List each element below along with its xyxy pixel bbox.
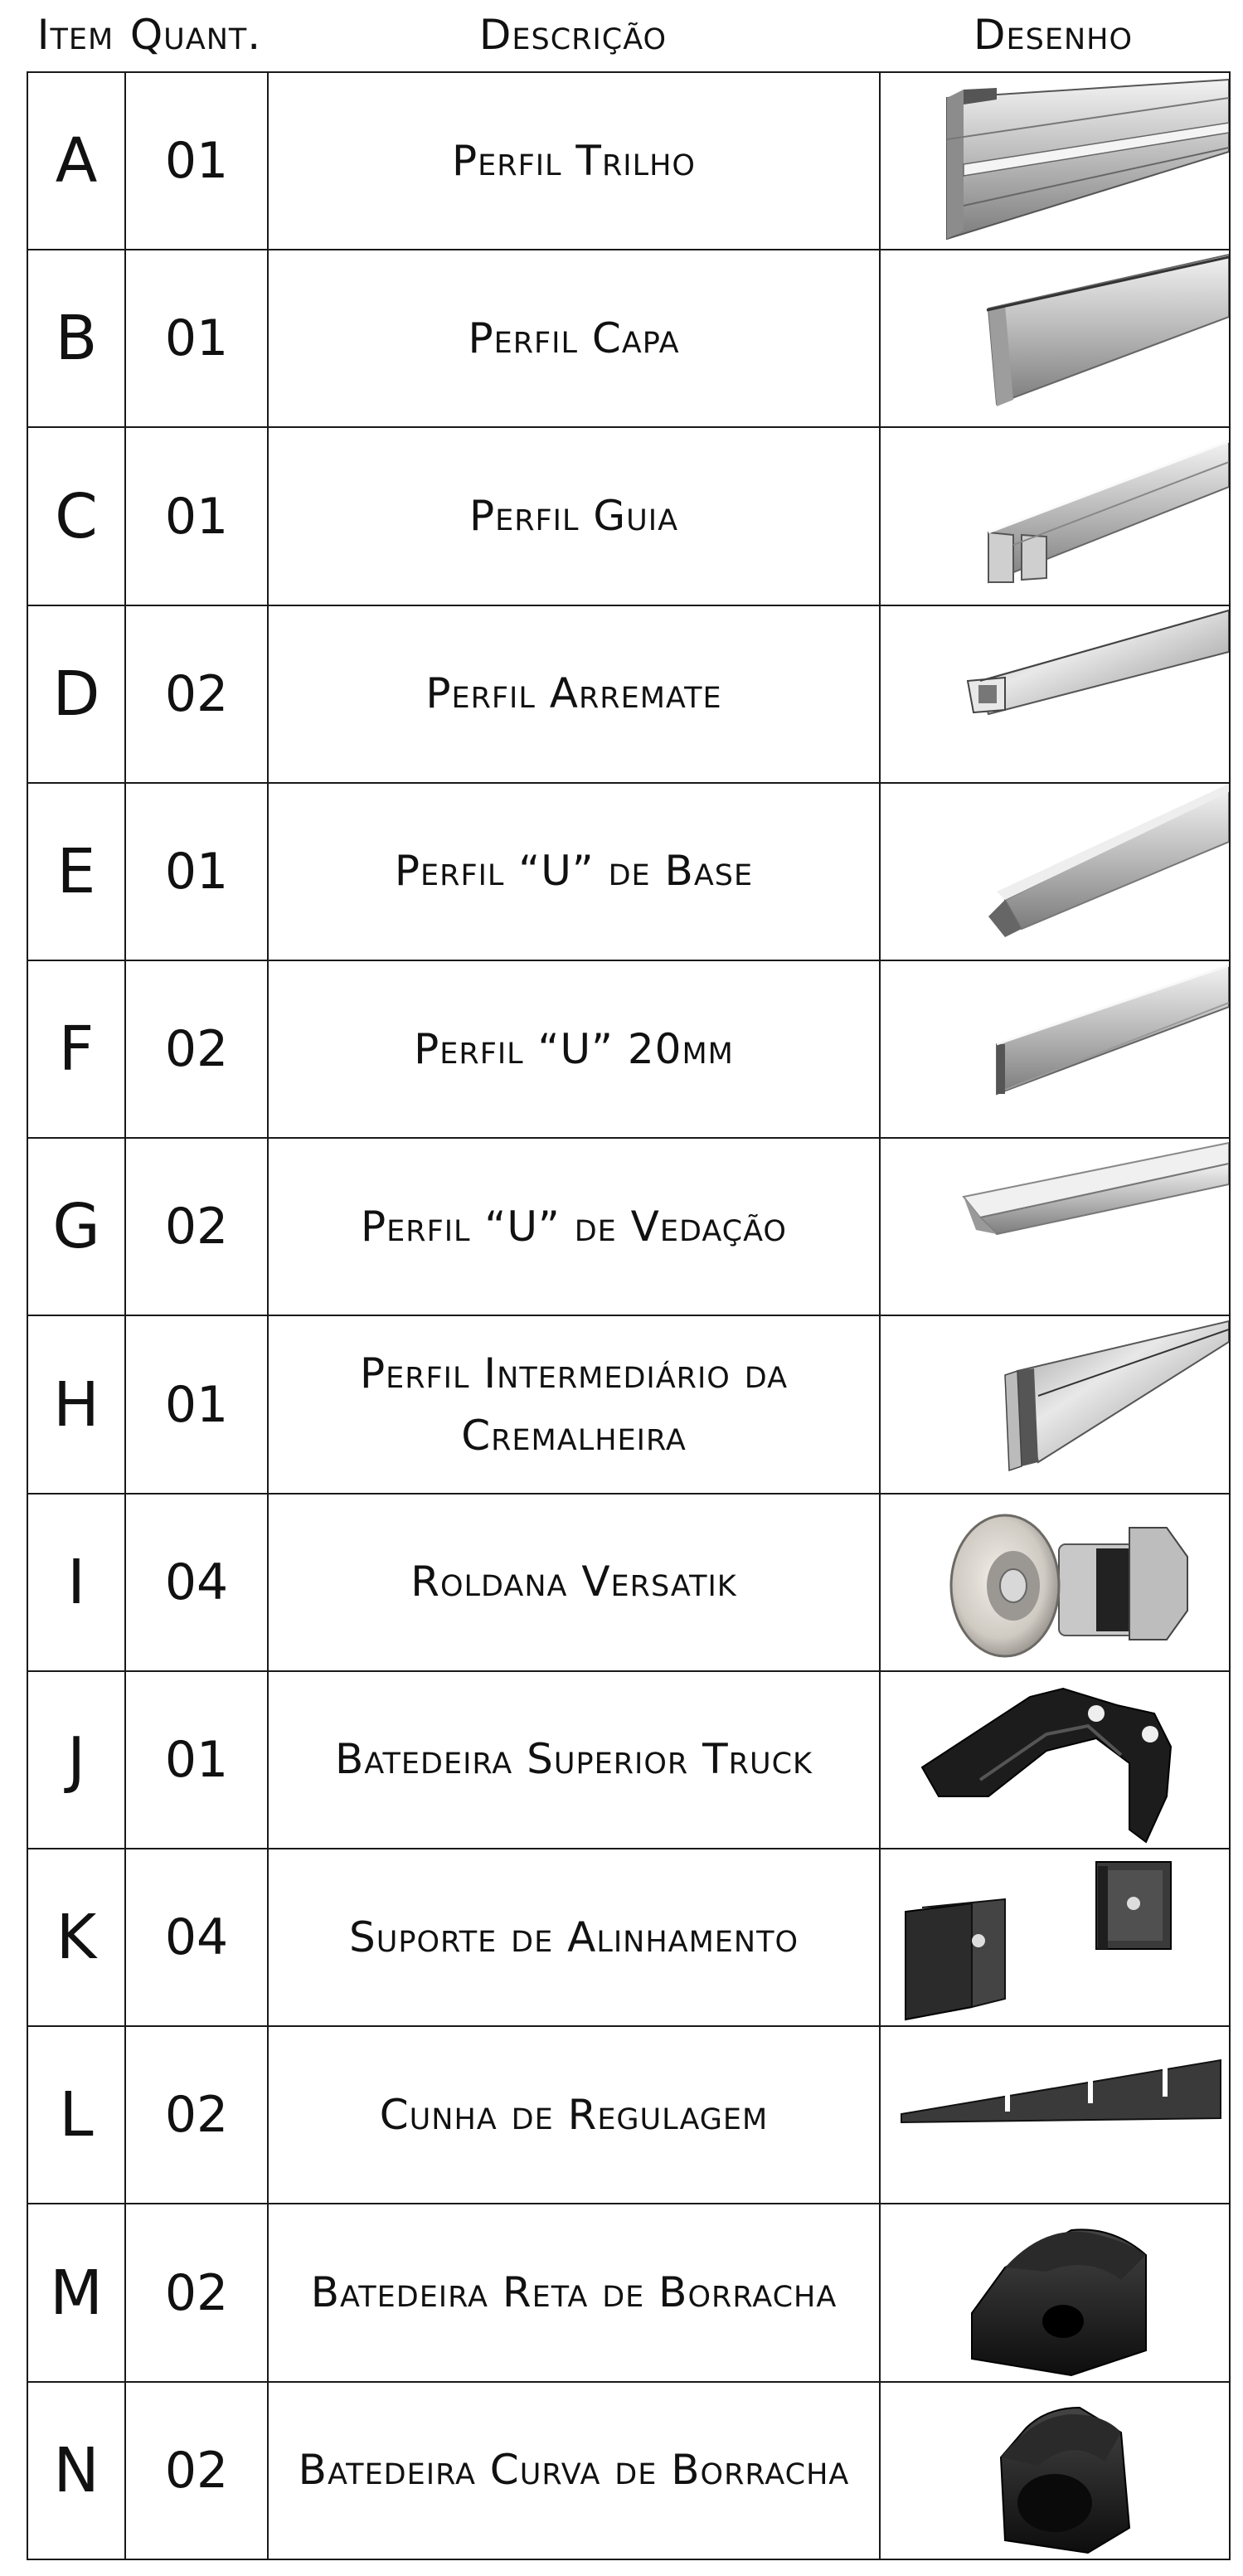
upper-stopper-icon bbox=[881, 1672, 1229, 1848]
description-cell bbox=[268, 2026, 880, 2204]
quantity-cell: 01 bbox=[125, 783, 268, 960]
item-letter: K bbox=[27, 1849, 125, 2026]
item-letter: I bbox=[27, 1494, 125, 1671]
quantity-cell: 02 bbox=[125, 1138, 268, 1315]
item-letter: J bbox=[27, 1671, 125, 1849]
description-cell bbox=[268, 2204, 880, 2381]
header-drawing: Desenho bbox=[974, 11, 1133, 59]
description-cell bbox=[268, 250, 880, 427]
description-text: Batedeira Curva de Borracha bbox=[298, 2446, 850, 2495]
description-cell bbox=[268, 1315, 880, 1493]
table-row bbox=[27, 783, 1230, 960]
drawing-cell bbox=[880, 1494, 1230, 1671]
rack-intermediate-profile-icon bbox=[881, 1317, 1229, 1493]
alignment-bracket-icon bbox=[881, 1849, 1229, 2025]
description-cell bbox=[268, 2382, 880, 2559]
quantity-cell: 01 bbox=[125, 72, 268, 250]
item-letter: B bbox=[27, 250, 125, 427]
description-cell bbox=[268, 1671, 880, 1849]
description-text: Suporte de Alinhamento bbox=[348, 1913, 799, 1961]
table-row bbox=[27, 250, 1230, 427]
drawing-cell bbox=[880, 960, 1230, 1138]
trim-profile-icon bbox=[881, 606, 1229, 782]
description-text: Perfil Capa bbox=[468, 313, 680, 362]
table-row bbox=[27, 1138, 1230, 1315]
quantity-cell: 02 bbox=[125, 605, 268, 783]
item-letter: M bbox=[27, 2204, 125, 2381]
drawing-cell bbox=[880, 1315, 1230, 1493]
description-cell bbox=[268, 1138, 880, 1315]
guide-profile-icon bbox=[881, 429, 1229, 605]
description-text: Batedeira Reta de Borracha bbox=[310, 2268, 838, 2317]
drawing-cell bbox=[880, 72, 1230, 250]
table-row bbox=[27, 1849, 1230, 2026]
description-text: Perfil Arremate bbox=[425, 669, 722, 718]
item-letter: G bbox=[27, 1138, 125, 1315]
header-quant: Quant. bbox=[129, 11, 262, 59]
description-text: Batedeira Superior Truck bbox=[335, 1735, 813, 1784]
description-text: Perfil “U” de Vedação bbox=[361, 1202, 787, 1251]
drawing-cell bbox=[880, 427, 1230, 605]
drawing-cell bbox=[880, 2382, 1230, 2559]
quantity-cell: 04 bbox=[125, 1494, 268, 1671]
u-20mm-profile-icon bbox=[881, 961, 1229, 1137]
quantity-cell: 01 bbox=[125, 1315, 268, 1493]
drawing-cell bbox=[880, 2026, 1230, 2204]
description-cell bbox=[268, 960, 880, 1138]
drawing-cell bbox=[880, 605, 1230, 783]
description-cell bbox=[268, 605, 880, 783]
item-letter: L bbox=[27, 2026, 125, 2204]
u-base-profile-icon bbox=[881, 784, 1229, 960]
quantity-cell: 01 bbox=[125, 427, 268, 605]
quantity-cell: 02 bbox=[125, 2382, 268, 2559]
item-letter: A bbox=[27, 72, 125, 250]
table-row bbox=[27, 427, 1230, 605]
table-row bbox=[27, 72, 1230, 250]
drawing-cell bbox=[880, 783, 1230, 960]
u-seal-profile-icon bbox=[881, 1139, 1229, 1315]
table-row bbox=[27, 960, 1230, 1138]
description-cell bbox=[268, 1494, 880, 1671]
drawing-cell bbox=[880, 1138, 1230, 1315]
drawing-cell bbox=[880, 250, 1230, 427]
description-text: Roldana Versatik bbox=[410, 1558, 737, 1606]
description-cell bbox=[268, 1849, 880, 2026]
description-text: Perfil Intermediário da Cremalheira bbox=[359, 1349, 789, 1460]
item-letter: H bbox=[27, 1315, 125, 1493]
description-text: Perfil “U” de Base bbox=[394, 847, 754, 896]
curved-rubber-stopper-icon bbox=[881, 2383, 1229, 2559]
cover-profile-icon bbox=[881, 250, 1229, 426]
straight-rubber-stopper-icon bbox=[881, 2205, 1229, 2381]
table-row bbox=[27, 1494, 1230, 1671]
header-description: Descrição bbox=[478, 11, 668, 59]
quantity-cell: 02 bbox=[125, 960, 268, 1138]
description-cell bbox=[268, 783, 880, 960]
rail-profile-icon bbox=[881, 73, 1229, 249]
item-letter: E bbox=[27, 783, 125, 960]
description-text: Cunha de Regulagem bbox=[379, 2090, 769, 2139]
table-row bbox=[27, 1671, 1230, 1849]
drawing-cell bbox=[880, 1849, 1230, 2026]
quantity-cell: 01 bbox=[125, 250, 268, 427]
adjustment-wedge-icon bbox=[881, 2027, 1229, 2203]
quantity-cell: 02 bbox=[125, 2026, 268, 2204]
table-row bbox=[27, 2382, 1230, 2559]
parts-table bbox=[27, 71, 1231, 2560]
item-letter: N bbox=[27, 2382, 125, 2559]
table-row bbox=[27, 605, 1230, 783]
table-row bbox=[27, 2204, 1230, 2381]
pulley-icon bbox=[881, 1495, 1229, 1670]
quantity-cell: 01 bbox=[125, 1671, 268, 1849]
table-row bbox=[27, 2026, 1230, 2204]
quantity-cell: 02 bbox=[125, 2204, 268, 2381]
description-text: Perfil Trilho bbox=[452, 136, 696, 185]
header-item: Item bbox=[36, 11, 114, 59]
table-row bbox=[27, 1315, 1230, 1493]
drawing-cell bbox=[880, 1671, 1230, 1849]
item-letter: D bbox=[27, 605, 125, 783]
description-text: Perfil Guia bbox=[469, 492, 679, 540]
quantity-cell: 04 bbox=[125, 1849, 268, 2026]
description-cell bbox=[268, 72, 880, 250]
item-letter: C bbox=[27, 427, 125, 605]
drawing-cell bbox=[880, 2204, 1230, 2381]
description-text: Perfil “U” 20mm bbox=[414, 1024, 734, 1073]
item-letter: F bbox=[27, 960, 125, 1138]
description-cell bbox=[268, 427, 880, 605]
